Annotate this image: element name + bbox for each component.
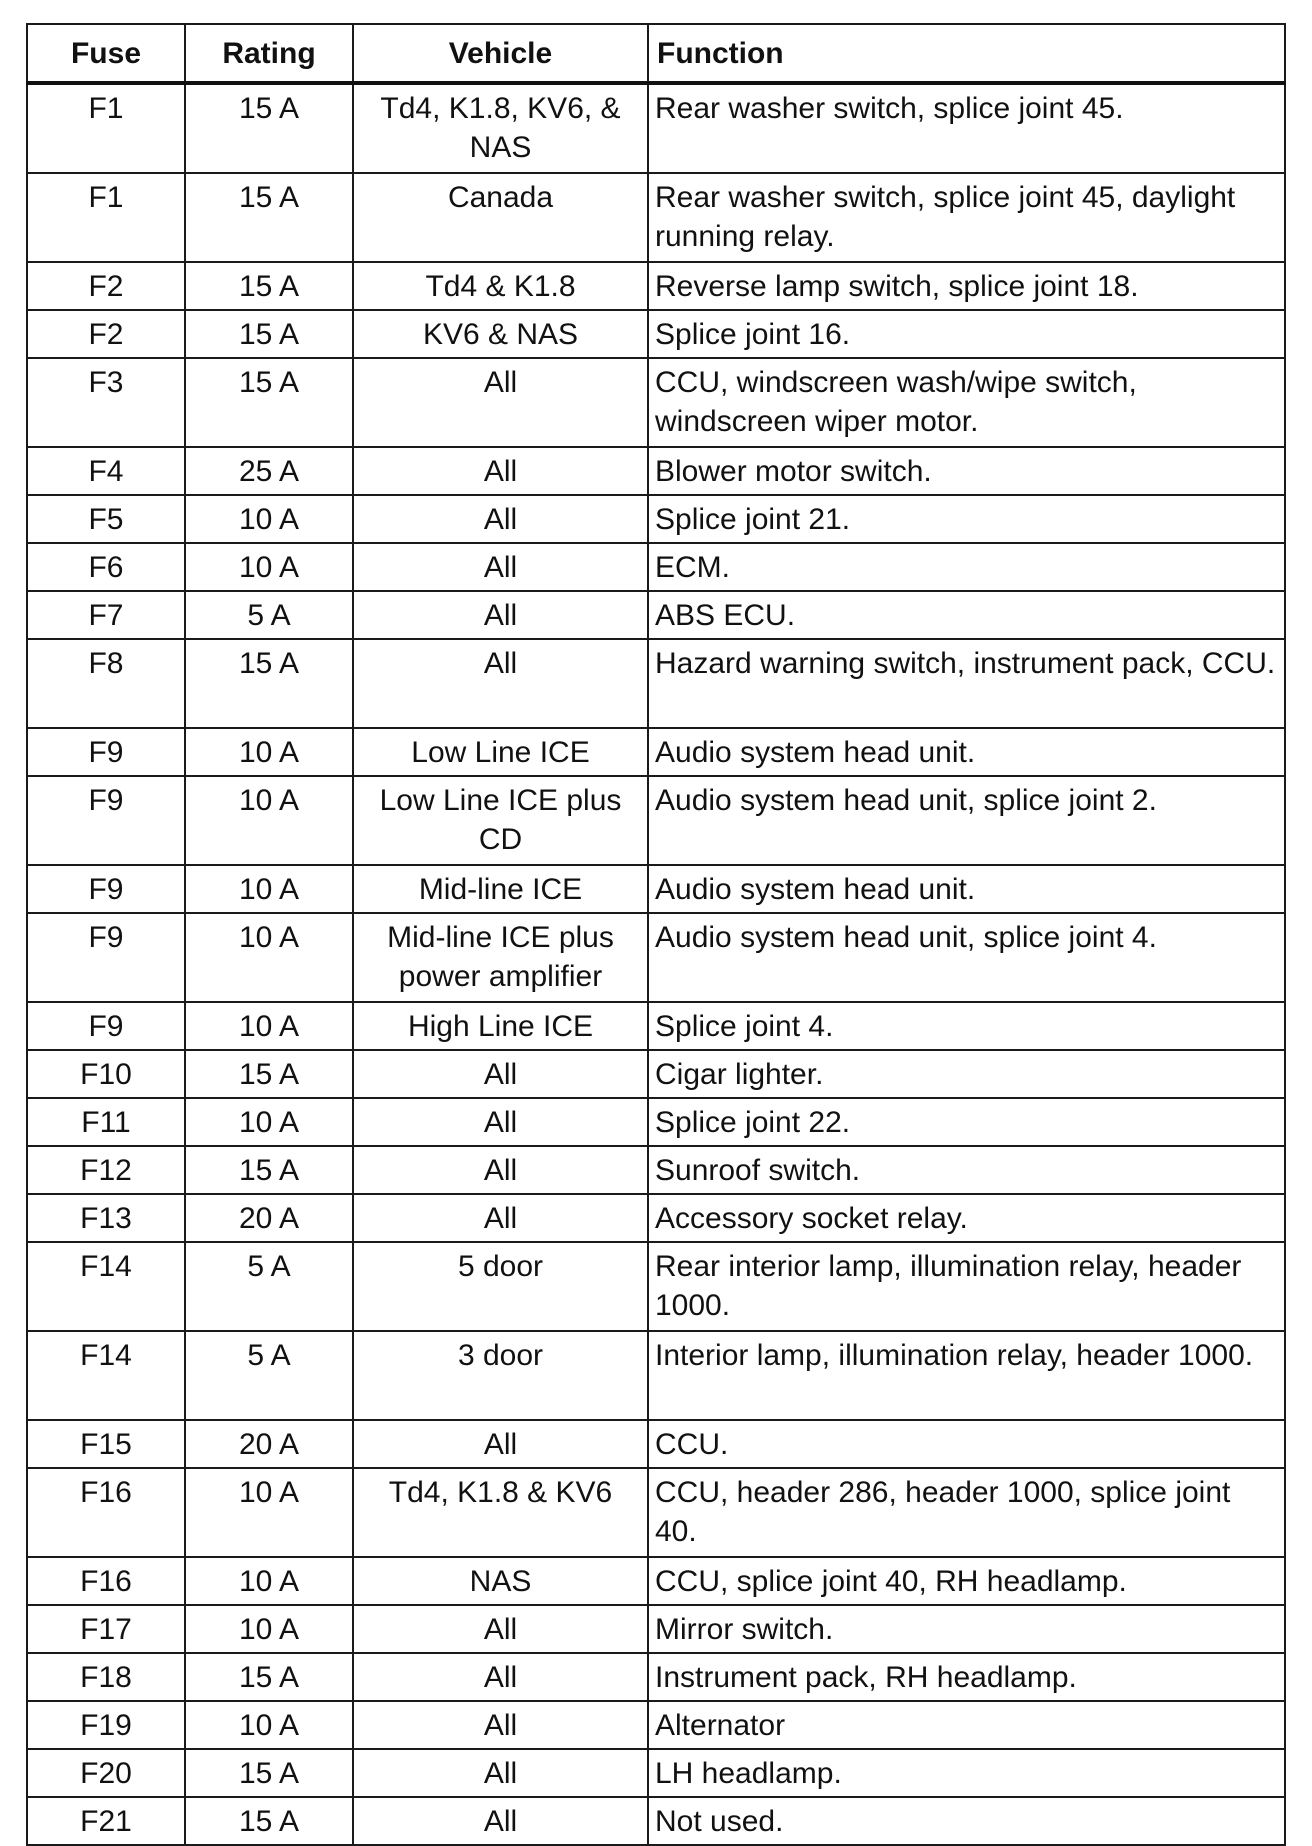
table-row — [27, 1146, 1285, 1194]
rating-cell: 15 A — [185, 1653, 353, 1701]
fuse-cell: F9 — [27, 776, 185, 865]
table-row — [27, 543, 1285, 591]
rating-cell: 10 A — [185, 543, 353, 591]
table-row — [27, 358, 1285, 447]
rating-cell: 15 A — [185, 1146, 353, 1194]
fuse-cell: F17 — [27, 1605, 185, 1653]
vehicle-cell: All — [353, 447, 648, 495]
rating-cell: 25 A — [185, 447, 353, 495]
function-cell: ABS ECU. — [648, 591, 1285, 639]
table-row — [27, 1605, 1285, 1653]
header-row — [27, 24, 1285, 83]
function-cell: Sunroof switch. — [648, 1146, 1285, 1194]
function-cell: Blower motor switch. — [648, 447, 1285, 495]
table-row — [27, 1242, 1285, 1331]
fuse-cell: F13 — [27, 1194, 185, 1242]
vehicle-cell: All — [353, 1194, 648, 1242]
rating-cell: 5 A — [185, 1242, 353, 1331]
function-cell: CCU, header 286, header 1000, splice joint 40. — [648, 1468, 1285, 1557]
header-rating: Rating — [185, 24, 353, 83]
rating-cell: 10 A — [185, 1701, 353, 1749]
function-cell: Audio system head unit. — [648, 865, 1285, 913]
vehicle-cell: Mid-line ICE — [353, 865, 648, 913]
table-row — [27, 639, 1285, 728]
fuse-cell: F9 — [27, 728, 185, 776]
rating-cell: 10 A — [185, 495, 353, 543]
rating-cell: 10 A — [185, 1098, 353, 1146]
vehicle-cell: High Line ICE — [353, 1002, 648, 1050]
fuse-cell: F16 — [27, 1557, 185, 1605]
table-row — [27, 262, 1285, 310]
rating-cell: 15 A — [185, 358, 353, 447]
table-row — [27, 776, 1285, 865]
vehicle-cell: Canada — [353, 173, 648, 262]
rating-cell: 15 A — [185, 310, 353, 358]
rating-cell: 10 A — [185, 776, 353, 865]
function-cell: Instrument pack, RH headlamp. — [648, 1653, 1285, 1701]
fuse-cell: F3 — [27, 358, 185, 447]
table-row — [27, 728, 1285, 776]
fuse-cell: F11 — [27, 1098, 185, 1146]
function-cell: CCU, splice joint 40, RH headlamp. — [648, 1557, 1285, 1605]
table-row — [27, 913, 1285, 1002]
header-fuse: Fuse — [27, 24, 185, 83]
fuse-cell: F9 — [27, 1002, 185, 1050]
table-row — [27, 1701, 1285, 1749]
table-row — [27, 1194, 1285, 1242]
function-cell: Audio system head unit. — [648, 728, 1285, 776]
table-row — [27, 173, 1285, 262]
function-cell: Reverse lamp switch, splice joint 18. — [648, 262, 1285, 310]
function-cell: Audio system head unit, splice joint 4. — [648, 913, 1285, 1002]
rating-cell: 20 A — [185, 1420, 353, 1468]
table-row — [27, 1557, 1285, 1605]
function-cell: Splice joint 22. — [648, 1098, 1285, 1146]
fuse-cell: F20 — [27, 1749, 185, 1797]
fuse-cell: F14 — [27, 1242, 185, 1331]
vehicle-cell: 5 door — [353, 1242, 648, 1331]
vehicle-cell: All — [353, 1050, 648, 1098]
fuse-cell: F8 — [27, 639, 185, 728]
table-row — [27, 1420, 1285, 1468]
fuse-cell: F2 — [27, 310, 185, 358]
rating-cell: 10 A — [185, 1605, 353, 1653]
function-cell: Splice joint 4. — [648, 1002, 1285, 1050]
rating-cell: 5 A — [185, 1331, 353, 1420]
vehicle-cell: All — [353, 1605, 648, 1653]
rating-cell: 10 A — [185, 1557, 353, 1605]
rating-cell: 15 A — [185, 173, 353, 262]
function-cell: Rear washer switch, splice joint 45, daylight running relay. — [648, 173, 1285, 262]
fuse-cell: F18 — [27, 1653, 185, 1701]
rating-cell: 15 A — [185, 1749, 353, 1797]
vehicle-cell: Mid-line ICE plus power amplifier — [353, 913, 648, 1002]
fuse-cell: F9 — [27, 865, 185, 913]
header-vehicle: Vehicle — [353, 24, 648, 83]
function-cell: LH headlamp. — [648, 1749, 1285, 1797]
fuse-cell: F2 — [27, 262, 185, 310]
table-row — [27, 865, 1285, 913]
fuse-cell: F21 — [27, 1797, 185, 1845]
function-cell: Not used. — [648, 1797, 1285, 1845]
function-cell: Accessory socket relay. — [648, 1194, 1285, 1242]
table-row — [27, 1797, 1285, 1845]
vehicle-cell: KV6 & NAS — [353, 310, 648, 358]
function-cell: Cigar lighter. — [648, 1050, 1285, 1098]
rating-cell: 10 A — [185, 1002, 353, 1050]
function-cell: Rear interior lamp, illumination relay, header 1000. — [648, 1242, 1285, 1331]
fuse-cell: F14 — [27, 1331, 185, 1420]
function-cell: ECM. — [648, 543, 1285, 591]
function-cell: Splice joint 21. — [648, 495, 1285, 543]
rating-cell: 20 A — [185, 1194, 353, 1242]
vehicle-cell: Td4, K1.8 & KV6 — [353, 1468, 648, 1557]
function-cell: CCU. — [648, 1420, 1285, 1468]
vehicle-cell: All — [353, 591, 648, 639]
vehicle-cell: Td4, K1.8, KV6, & NAS — [353, 83, 648, 173]
fuse-cell: F1 — [27, 83, 185, 173]
fuse-cell: F9 — [27, 913, 185, 1002]
vehicle-cell: 3 door — [353, 1331, 648, 1420]
function-cell: Splice joint 16. — [648, 310, 1285, 358]
function-cell: CCU, windscreen wash/wipe switch, windscreen wiper motor. — [648, 358, 1285, 447]
function-cell: Audio system head unit, splice joint 2. — [648, 776, 1285, 865]
fuse-cell: F19 — [27, 1701, 185, 1749]
vehicle-cell: All — [353, 495, 648, 543]
vehicle-cell: All — [353, 1653, 648, 1701]
fuse-cell: F7 — [27, 591, 185, 639]
table-row — [27, 1653, 1285, 1701]
vehicle-cell: Td4 & K1.8 — [353, 262, 648, 310]
vehicle-cell: Low Line ICE plus CD — [353, 776, 648, 865]
table-row — [27, 495, 1285, 543]
rating-cell: 15 A — [185, 639, 353, 728]
fuse-cell: F12 — [27, 1146, 185, 1194]
fuse-cell: F10 — [27, 1050, 185, 1098]
table-row — [27, 1331, 1285, 1420]
vehicle-cell: All — [353, 543, 648, 591]
rating-cell: 15 A — [185, 1797, 353, 1845]
rating-cell: 5 A — [185, 591, 353, 639]
table-header — [27, 24, 1285, 83]
function-cell: Mirror switch. — [648, 1605, 1285, 1653]
vehicle-cell: All — [353, 358, 648, 447]
function-cell: Rear washer switch, splice joint 45. — [648, 83, 1285, 173]
vehicle-cell: All — [353, 1701, 648, 1749]
fuse-cell: F5 — [27, 495, 185, 543]
rating-cell: 10 A — [185, 728, 353, 776]
table-row — [27, 1002, 1285, 1050]
vehicle-cell: NAS — [353, 1557, 648, 1605]
rating-cell: 10 A — [185, 1468, 353, 1557]
rating-cell: 15 A — [185, 83, 353, 173]
fuse-table — [26, 23, 1286, 1846]
fuse-cell: F15 — [27, 1420, 185, 1468]
vehicle-cell: All — [353, 1098, 648, 1146]
rating-cell: 15 A — [185, 262, 353, 310]
fuse-cell: F4 — [27, 447, 185, 495]
table-row — [27, 310, 1285, 358]
fuse-cell: F16 — [27, 1468, 185, 1557]
table-row — [27, 83, 1285, 173]
vehicle-cell: Low Line ICE — [353, 728, 648, 776]
table-row — [27, 447, 1285, 495]
vehicle-cell: All — [353, 1420, 648, 1468]
rating-cell: 15 A — [185, 1050, 353, 1098]
rating-cell: 10 A — [185, 865, 353, 913]
vehicle-cell: All — [353, 639, 648, 728]
rating-cell: 10 A — [185, 913, 353, 1002]
fuse-cell: F6 — [27, 543, 185, 591]
function-cell: Alternator — [648, 1701, 1285, 1749]
fuse-cell: F1 — [27, 173, 185, 262]
function-cell: Hazard warning switch, instrument pack, CCU. — [648, 639, 1285, 728]
table-row — [27, 1050, 1285, 1098]
header-function: Function — [648, 24, 1285, 83]
vehicle-cell: All — [353, 1797, 648, 1845]
table-row — [27, 1098, 1285, 1146]
function-cell: Interior lamp, illumination relay, header 1000. — [648, 1331, 1285, 1420]
table-row — [27, 1749, 1285, 1797]
table-row — [27, 1468, 1285, 1557]
vehicle-cell: All — [353, 1749, 648, 1797]
vehicle-cell: All — [353, 1146, 648, 1194]
table-row — [27, 591, 1285, 639]
table-body — [27, 83, 1285, 1845]
